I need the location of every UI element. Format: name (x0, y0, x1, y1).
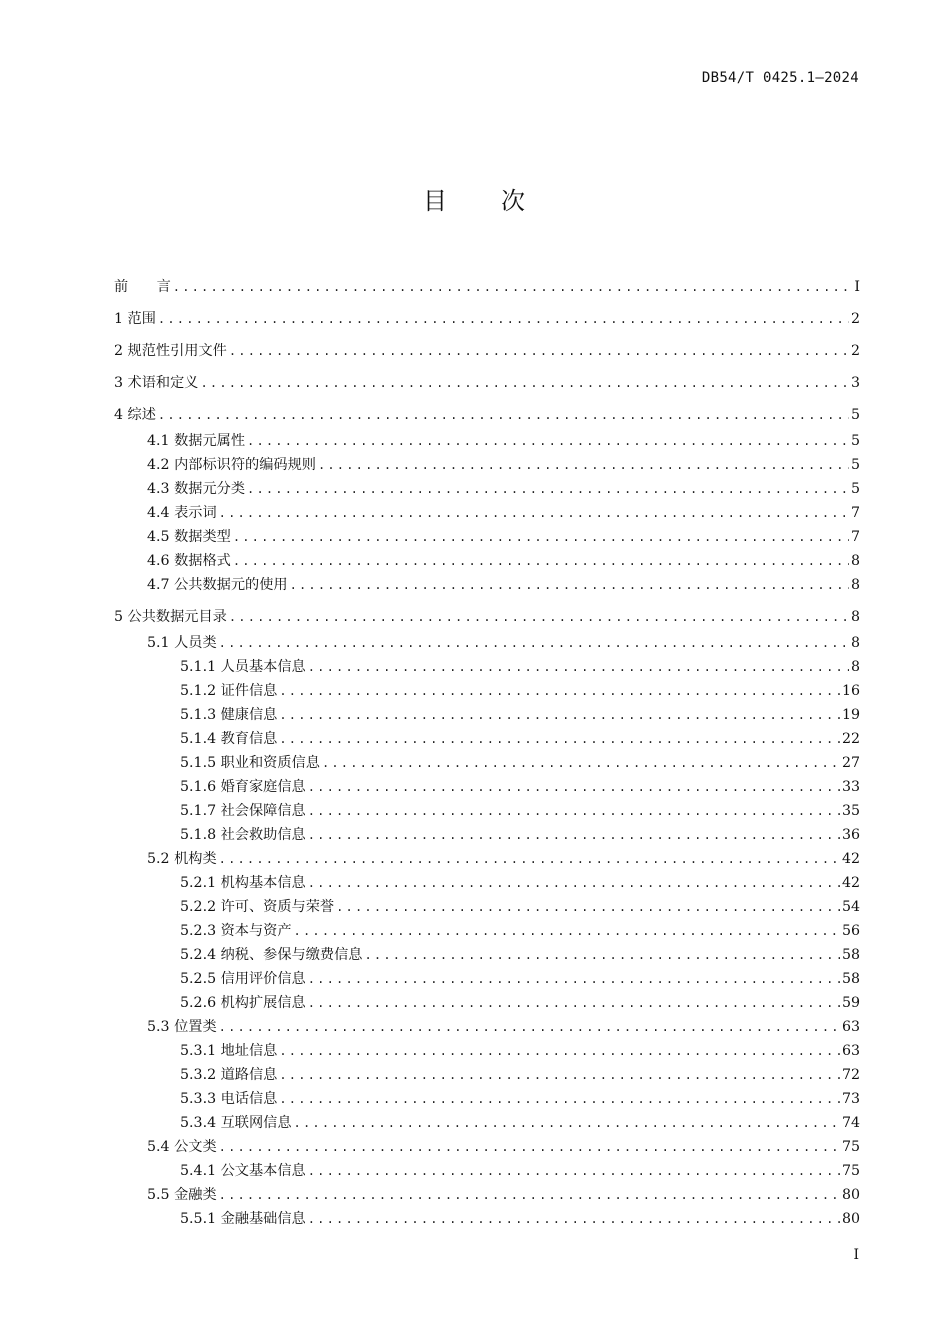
toc-leader-dots (294, 924, 840, 938)
toc-entry[interactable] (114, 848, 860, 872)
toc-entry-label: 5.1.1 人员基本信息 (180, 659, 306, 675)
toc-leader-dots (229, 610, 849, 624)
toc-leader-dots (318, 458, 849, 472)
toc-leader-dots (308, 804, 840, 818)
toc-entry-page: 75 (841, 1163, 860, 1179)
toc-entry-label: 5.2.1 机构基本信息 (180, 875, 306, 891)
toc-entry[interactable] (114, 872, 860, 896)
toc-entry-label: 5.2.5 信用评价信息 (180, 971, 306, 987)
toc-leader-dots (322, 756, 840, 770)
toc-entry-label: 5.1.2 证件信息 (180, 683, 278, 699)
toc-entry-label: 5.3.1 地址信息 (180, 1043, 278, 1059)
toc-entry-page: 63 (841, 1043, 860, 1059)
toc-entry-page: 42 (841, 851, 860, 867)
toc-entry-page: 74 (841, 1115, 860, 1131)
toc-entry[interactable] (114, 920, 860, 944)
toc-entry[interactable] (114, 1208, 860, 1232)
toc-entry-page: 5 (850, 407, 860, 423)
toc-entry-page: 80 (841, 1187, 860, 1203)
toc-entry[interactable] (114, 430, 860, 454)
toc-entry-label: 5.5 金融类 (147, 1187, 217, 1203)
toc-entry[interactable] (114, 1112, 860, 1136)
toc-leader-dots (173, 280, 853, 294)
toc-entry-label: 3 术语和定义 (114, 375, 199, 391)
toc-entry-label: 5 公共数据元目录 (114, 609, 227, 625)
toc-entry-label: 5.3.4 互联网信息 (180, 1115, 292, 1131)
toc-entry-page: 22 (841, 731, 860, 747)
toc-entry-page: 42 (841, 875, 860, 891)
toc-entry[interactable] (114, 896, 860, 920)
toc-leader-dots (308, 828, 840, 842)
toc-entry-label: 5.1.8 社会救助信息 (180, 827, 306, 843)
toc-entry-page: 75 (841, 1139, 860, 1155)
toc-leader-dots (308, 660, 849, 674)
toc-entry[interactable] (114, 824, 860, 848)
toc-entry-page: 27 (841, 755, 860, 771)
toc-leader-dots (308, 972, 840, 986)
toc-entry-label: 5.2 机构类 (147, 851, 217, 867)
toc-entry-page: 5 (850, 433, 860, 449)
toc-entry-page: 33 (841, 779, 860, 795)
toc-entry-page: 3 (850, 375, 860, 391)
toc-entry[interactable] (114, 1184, 860, 1208)
toc-entry-label: 5.1.7 社会保障信息 (180, 803, 306, 819)
toc-entry[interactable] (114, 800, 860, 824)
toc-entry[interactable] (114, 550, 860, 574)
toc-leader-dots (158, 408, 849, 422)
toc-entry-label: 1 范围 (114, 311, 156, 327)
toc-entry[interactable] (114, 404, 860, 430)
toc-entry[interactable] (114, 502, 860, 526)
toc-leader-dots (247, 434, 849, 448)
toc-entry-label: 4 综述 (114, 407, 156, 423)
toc-leader-dots (308, 876, 840, 890)
toc-leader-dots (308, 780, 840, 794)
toc-leader-dots (336, 900, 840, 914)
toc-entry-page: 35 (841, 803, 860, 819)
toc-entry-label: 5.2.6 机构扩展信息 (180, 995, 306, 1011)
toc-leader-dots (308, 996, 840, 1010)
toc-leader-dots (294, 1116, 840, 1130)
toc-leader-dots (233, 530, 849, 544)
table-of-contents (114, 276, 860, 1232)
toc-entry-page: 72 (841, 1067, 860, 1083)
toc-leader-dots (219, 852, 840, 866)
toc-entry[interactable] (114, 1064, 860, 1088)
toc-leader-dots (200, 376, 848, 390)
toc-leader-dots (308, 1164, 840, 1178)
toc-entry-page: 8 (850, 609, 860, 625)
toc-entry[interactable] (114, 776, 860, 800)
toc-title-char-2: 次 (501, 187, 527, 215)
toc-entry-label: 5.1.3 健康信息 (180, 707, 278, 723)
toc-entry-page: 59 (841, 995, 860, 1011)
toc-entry-label: 5.5.1 金融基础信息 (180, 1211, 306, 1227)
toc-entry-label: 4.1 数据元属性 (147, 433, 246, 449)
page-number: I (853, 1247, 859, 1263)
toc-entry[interactable] (114, 340, 860, 372)
toc-entry-label: 4.5 数据类型 (147, 529, 231, 545)
toc-leader-dots (219, 636, 849, 650)
toc-entry-page: 58 (841, 947, 860, 963)
toc-entry-page: 36 (841, 827, 860, 843)
toc-leader-dots (279, 1068, 840, 1082)
toc-entry[interactable] (114, 752, 860, 776)
toc-entry-label: 5.2.3 资本与资产 (180, 923, 292, 939)
toc-entry-page: 8 (850, 659, 860, 675)
toc-leader-dots (290, 578, 849, 592)
toc-entry[interactable] (114, 992, 860, 1016)
toc-entry-label: 5.3 位置类 (147, 1019, 217, 1035)
toc-entry-label: 5.2.2 许可、资质与荣誉 (180, 899, 335, 915)
toc-entry-label: 5.1 人员类 (147, 635, 217, 651)
toc-leader-dots (279, 732, 840, 746)
toc-entry[interactable] (114, 372, 860, 404)
toc-entry[interactable] (114, 478, 860, 502)
toc-entry-page: 19 (841, 707, 860, 723)
toc-entry-page: 73 (841, 1091, 860, 1107)
toc-entry-label: 4.2 内部标识符的编码规则 (147, 457, 316, 473)
toc-entry[interactable] (114, 680, 860, 704)
toc-leader-dots (219, 1020, 840, 1034)
toc-entry[interactable] (114, 606, 860, 632)
toc-entry[interactable] (114, 656, 860, 680)
toc-entry-label: 2 规范性引用文件 (114, 343, 227, 359)
toc-entry-label: 5.2.4 纳税、参保与缴费信息 (180, 947, 363, 963)
toc-entry[interactable] (114, 1088, 860, 1112)
toc-entry[interactable] (114, 1040, 860, 1064)
toc-entry[interactable] (114, 574, 860, 606)
toc-title-char-1: 目 (423, 187, 449, 215)
toc-entry-label: 5.1.4 教育信息 (180, 731, 278, 747)
toc-entry-label: 5.3.2 道路信息 (180, 1067, 278, 1083)
toc-entry-page: 5 (850, 457, 860, 473)
toc-entry[interactable] (114, 1136, 860, 1160)
toc-entry[interactable] (114, 968, 860, 992)
toc-leader-dots (279, 1044, 840, 1058)
toc-entry-label: 4.3 数据元分类 (147, 481, 246, 497)
toc-leader-dots (365, 948, 840, 962)
toc-entry[interactable] (114, 704, 860, 728)
toc-entry-label: 5.1.6 婚育家庭信息 (180, 779, 306, 795)
toc-entry-label: 5.3.3 电话信息 (180, 1091, 278, 1107)
toc-entry-page: 8 (850, 577, 860, 593)
toc-entry-label: 5.1.5 职业和资质信息 (180, 755, 320, 771)
document-code: DB54/T 0425.1—2024 (701, 70, 859, 86)
toc-entry-page: 58 (841, 971, 860, 987)
toc-leader-dots (219, 506, 849, 520)
toc-leader-dots (158, 312, 849, 326)
toc-entry[interactable] (114, 632, 860, 656)
toc-leader-dots (279, 708, 840, 722)
toc-entry-page: 7 (850, 529, 860, 545)
toc-entry[interactable] (114, 1160, 860, 1184)
toc-entry-page: 8 (850, 635, 860, 651)
toc-entry-page: 8 (850, 553, 860, 569)
toc-leader-dots (279, 1092, 840, 1106)
toc-leader-dots (279, 684, 840, 698)
toc-entry-label: 5.4 公文类 (147, 1139, 217, 1155)
toc-entry-page: 2 (850, 311, 860, 327)
toc-entry-page: 54 (841, 899, 860, 915)
toc-leader-dots (308, 1212, 840, 1226)
toc-entry-page: 16 (841, 683, 860, 699)
toc-entry[interactable] (114, 526, 860, 550)
toc-entry[interactable] (114, 276, 860, 308)
toc-entry-label: 5.4.1 公文基本信息 (180, 1163, 306, 1179)
toc-leader-dots (219, 1188, 840, 1202)
toc-entry-label: 4.6 数据格式 (147, 553, 231, 569)
toc-entry-page: 56 (841, 923, 860, 939)
toc-entry[interactable] (114, 944, 860, 968)
toc-title (0, 181, 950, 216)
toc-entry[interactable] (114, 308, 860, 340)
toc-entry-label: 4.4 表示词 (147, 505, 217, 521)
toc-entry-page: 63 (841, 1019, 860, 1035)
toc-entry-label: 4.7 公共数据元的使用 (147, 577, 288, 593)
toc-entry[interactable] (114, 454, 860, 478)
toc-entry[interactable] (114, 1016, 860, 1040)
toc-leader-dots (233, 554, 849, 568)
toc-leader-dots (247, 482, 849, 496)
toc-entry-label: 前 言 (114, 279, 171, 295)
toc-entry-page: 80 (841, 1211, 860, 1227)
toc-entry[interactable] (114, 728, 860, 752)
toc-entry-page: 5 (850, 481, 860, 497)
toc-leader-dots (229, 344, 849, 358)
toc-entry-page: 7 (850, 505, 860, 521)
toc-entry-page: I (854, 279, 860, 295)
toc-entry-page: 2 (850, 343, 860, 359)
toc-leader-dots (219, 1140, 840, 1154)
